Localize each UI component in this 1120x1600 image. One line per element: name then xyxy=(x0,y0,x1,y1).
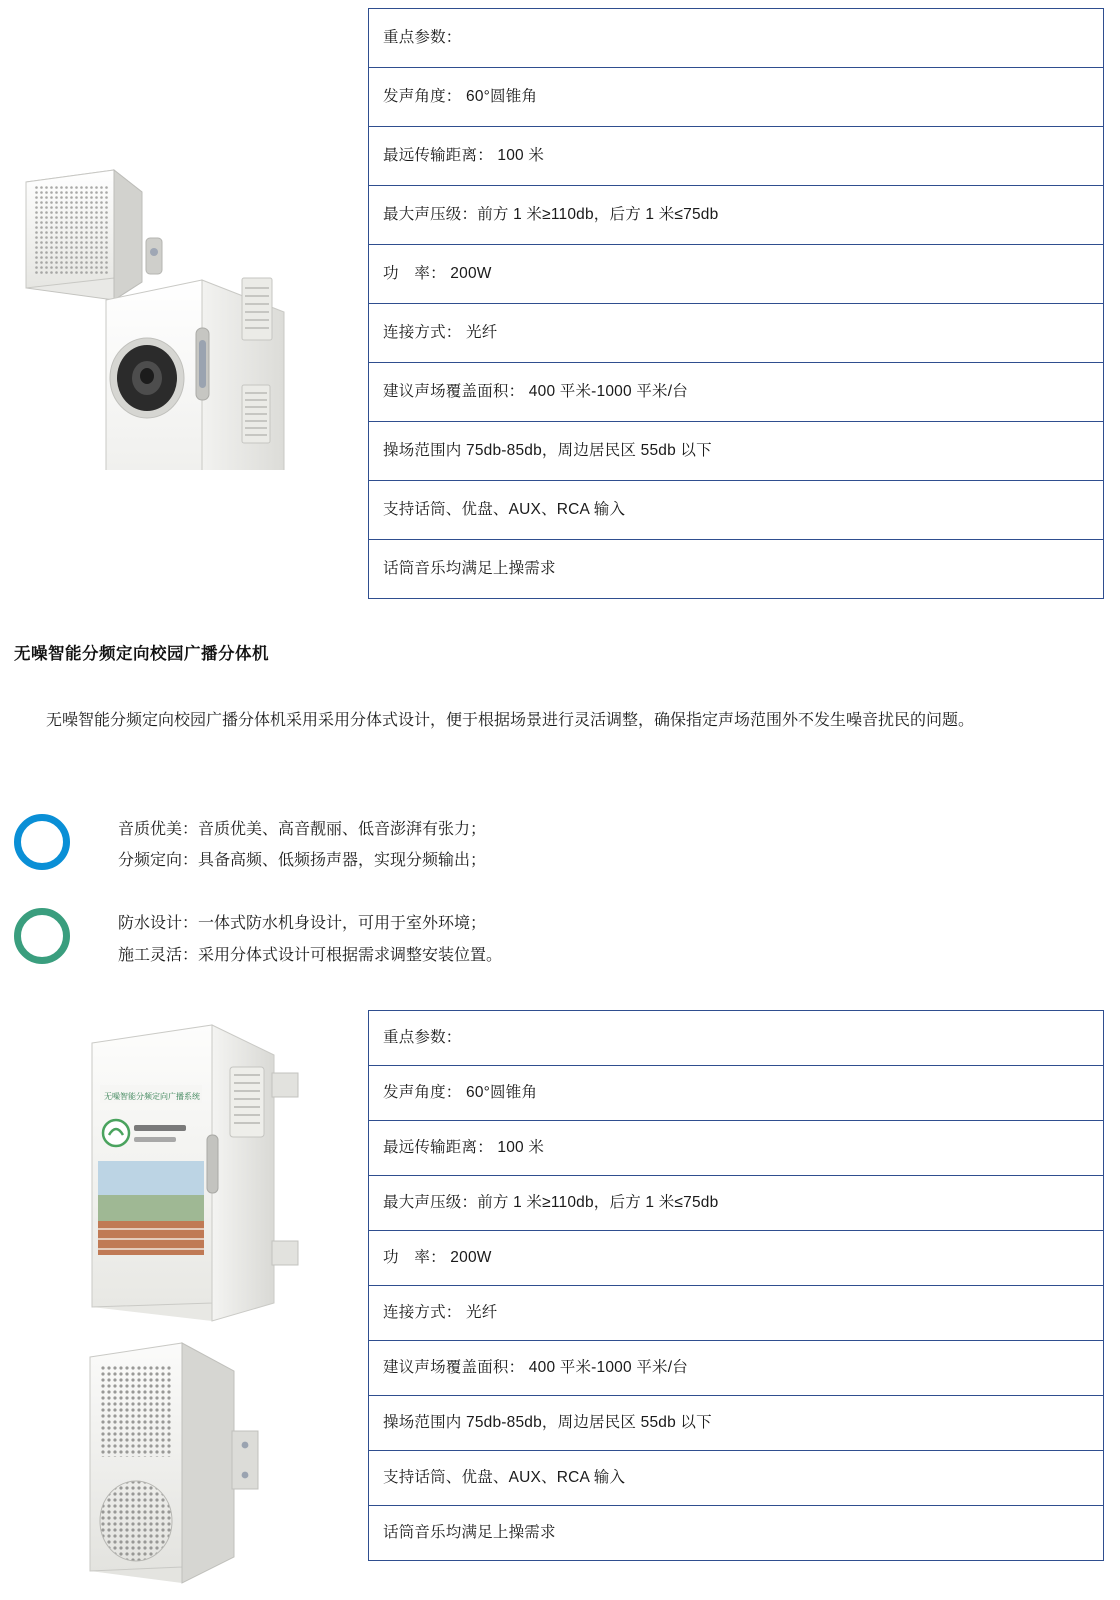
spec-row: 重点参数： xyxy=(369,1011,1103,1066)
spec-row: 操场范围内 75db-85db，周边居民区 55db 以下 xyxy=(369,422,1103,481)
spec-row: 发声角度： 60°圆锥角 xyxy=(369,68,1103,127)
feature-lines xyxy=(118,812,486,876)
spec-row: 支持话筒、优盘、AUX、RCA 输入 xyxy=(369,481,1103,540)
feature-line: 施工灵活：采用分体式设计可根据需求调整安装位置。 xyxy=(118,946,503,964)
spec-row: 最远传输距离： 100 米 xyxy=(369,1121,1103,1176)
circle-bullet-icon-green xyxy=(14,908,70,964)
spec-row: 连接方式： 光纤 xyxy=(369,1286,1103,1341)
spec-row: 话筒音乐均满足上操需求 xyxy=(369,1506,1103,1561)
spec-row: 话筒音乐均满足上操需求 xyxy=(369,540,1103,599)
intro-paragraph: 无噪智能分频定向校园广播分体机采用采用分体式设计，便于根据场景进行灵活调整，确保指定声场范围外不发生噪音扰民的问题。 xyxy=(46,712,975,729)
spec-row: 建议声场覆盖面积： 400 平米-1000 平米/台 xyxy=(369,1341,1103,1396)
spec-row: 重点参数： xyxy=(369,9,1103,68)
feature-group xyxy=(14,906,1014,970)
product-image-speaker-cabinet xyxy=(14,160,298,470)
feature-line: 音质优美：音质优美、高音靓丽、低音澎湃有张力； xyxy=(118,821,487,838)
spec-row: 建议声场覆盖面积： 400 平米-1000 平米/台 xyxy=(369,363,1103,422)
spec-row: 支持话筒、优盘、AUX、RCA 输入 xyxy=(369,1451,1103,1506)
product-illustration-1 xyxy=(14,160,298,470)
spec-table-secondary xyxy=(368,1010,1104,1561)
product-image-split-cabinet xyxy=(64,1015,348,1325)
product-illustration-2 xyxy=(64,1015,348,1325)
svg-text:无噪智能分频定向广播系统: 无噪智能分频定向广播系统 xyxy=(104,1092,200,1101)
product-image-speaker-module xyxy=(64,1335,284,1595)
spec-row: 连接方式： 光纤 xyxy=(369,304,1103,363)
spec-row: 最大声压级：前方 1 米≥110db，后方 1 米≤75db xyxy=(369,1176,1103,1231)
feature-line: 防水设计：一体式防水机身设计，可用于室外环境； xyxy=(118,915,487,933)
spec-row: 发声角度： 60°圆锥角 xyxy=(369,1066,1103,1121)
spec-row: 最远传输距离： 100 米 xyxy=(369,127,1103,186)
spec-row: 最大声压级：前方 1 米≥110db，后方 1 米≤75db xyxy=(369,186,1103,245)
spec-row: 操场范围内 75db-85db，周边居民区 55db 以下 xyxy=(369,1396,1103,1451)
product-illustration-3 xyxy=(64,1335,284,1595)
spec-row: 功 率： 200W xyxy=(369,1231,1103,1286)
circle-bullet-icon-blue xyxy=(14,814,70,870)
spec-row: 功 率： 200W xyxy=(369,245,1103,304)
feature-line: 分频定向：具备高频、低频扬声器，实现分频输出； xyxy=(118,852,487,870)
feature-group xyxy=(14,812,1014,876)
feature-list xyxy=(14,812,1014,1001)
feature-lines xyxy=(118,906,502,970)
section-heading: 无噪智能分频定向校园广播分体机 xyxy=(14,645,269,663)
spec-table-primary xyxy=(368,8,1104,599)
